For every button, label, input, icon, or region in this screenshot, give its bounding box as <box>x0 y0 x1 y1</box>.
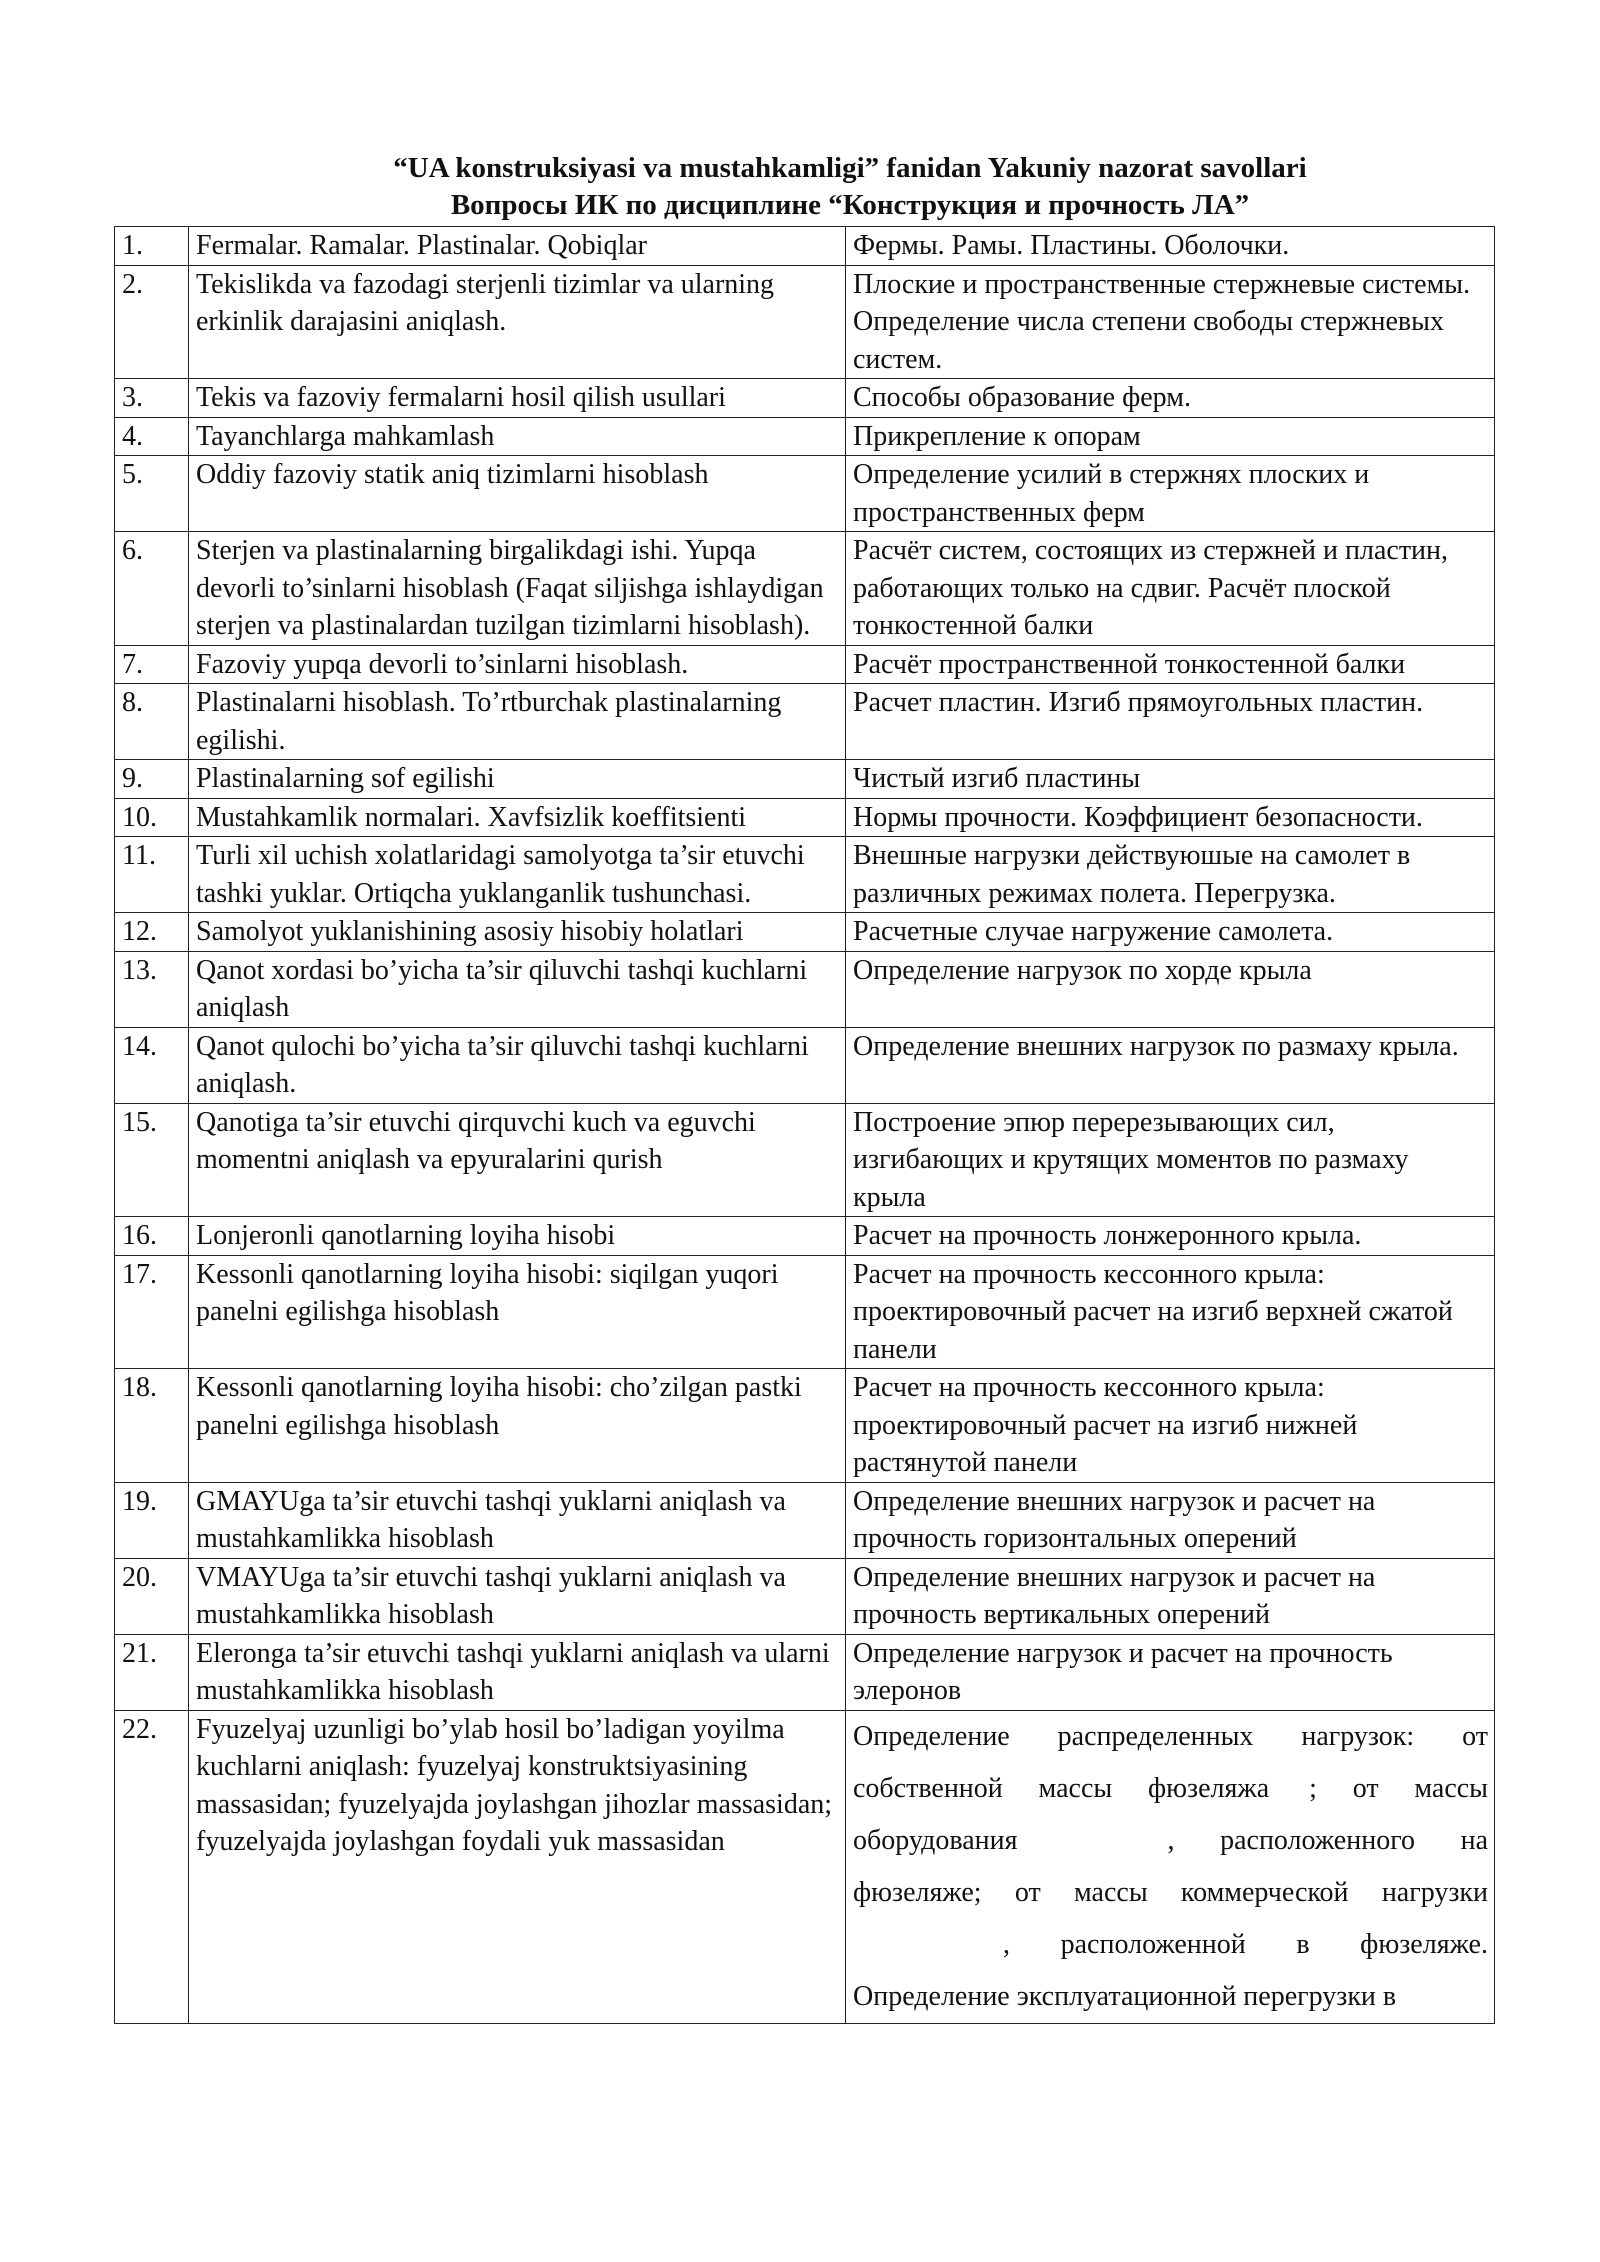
row-number: 6. <box>115 532 189 646</box>
table-row <box>115 265 1495 379</box>
question-uzbek: Eleronga ta’sir etuvchi tashqi yuklarni aniqlash va ularni mustahkamlikka hisoblash <box>189 1634 846 1710</box>
question-uzbek: Lonjeronli qanotlarning loyiha hisobi <box>189 1217 846 1256</box>
question-russian: Расчет на прочность лонжеронного крыла. <box>846 1217 1495 1256</box>
row-number: 20. <box>115 1558 189 1634</box>
row-number: 3. <box>115 379 189 418</box>
row-number: 18. <box>115 1369 189 1483</box>
question-russian: Плоские и пространственные стержневые системы. Определение числа степени свободы стержневых систем. <box>846 265 1495 379</box>
question-uzbek: VMAYUga ta’sir etuvchi tashqi yuklarni aniqlash va mustahkamlikka hisoblash <box>189 1558 846 1634</box>
question-russian: Расчет на прочность кессонного крыла: проектировочный расчет на изгиб верхней сжатой панели <box>846 1255 1495 1369</box>
questions-table <box>114 226 1495 2024</box>
table-row <box>115 1634 1495 1710</box>
question-russian: Определение внешних нагрузок и расчет на прочность вертикальных оперений <box>846 1558 1495 1634</box>
question-russian: Внешные нагрузки действуюшые на самолет в различных режимах полета. Перегрузка. <box>846 837 1495 913</box>
question-russian: Расчёт пространственной тонкостенной балки <box>846 645 1495 684</box>
row-number: 12. <box>115 913 189 952</box>
row-number: 19. <box>115 1482 189 1558</box>
row-number: 13. <box>115 951 189 1027</box>
table-row <box>115 684 1495 760</box>
question-uzbek: Tekis va fazoviy fermalarni hosil qilish usullari <box>189 379 846 418</box>
question-uzbek: Plastinalarni hisoblash. To’rtburchak plastinalarning egilishi. <box>189 684 846 760</box>
question-russian: Расчет на прочность кессонного крыла: проектировочный расчет на изгиб нижней растянутой панели <box>846 1369 1495 1483</box>
table-row <box>115 1710 1495 2023</box>
question-uzbek: Fyuzelyaj uzunligi bo’ylab hosil bo’ladigan yoyilma kuchlarni aniqlash: fyuzelyaj konstruktsiyasining massasidan; fyuzelyajda joylashgan jihozlar massasidan; fyuzelyajda joylashgan foydali yuk massasidan <box>189 1710 846 2023</box>
row-number: 22. <box>115 1710 189 2023</box>
question-uzbek: Fermalar. Ramalar. Plastinalar. Qobiqlar <box>189 227 846 266</box>
document-header <box>0 150 1600 224</box>
question-russian: Построение эпюр перерезывающих сил, изгибающих и крутящих моментов по размаху крыла <box>846 1103 1495 1217</box>
row-number: 17. <box>115 1255 189 1369</box>
table-row <box>115 1217 1495 1256</box>
question-uzbek: Fazoviy yupqa devorli to’sinlarni hisoblash. <box>189 645 846 684</box>
row-number: 9. <box>115 760 189 799</box>
table-row <box>115 1558 1495 1634</box>
table-row <box>115 1369 1495 1483</box>
table-row <box>115 760 1495 799</box>
question-russian: Чистый изгиб пластины <box>846 760 1495 799</box>
row-number: 14. <box>115 1027 189 1103</box>
table-row <box>115 1103 1495 1217</box>
table-row <box>115 1027 1495 1103</box>
table-row <box>115 227 1495 266</box>
table-row <box>115 417 1495 456</box>
question-uzbek: Qanotiga ta’sir etuvchi qirquvchi kuch va eguvchi momentni aniqlash va epyuralarini qurish <box>189 1103 846 1217</box>
table-row <box>115 951 1495 1027</box>
question-russian <box>846 1710 1495 2023</box>
row-number: 16. <box>115 1217 189 1256</box>
title-russian: Вопросы ИК по дисциплине “Конструкция и прочность ЛА” <box>450 189 1250 221</box>
question-uzbek: Qanot xordasi bo’yicha ta’sir qiluvchi tashqi kuchlarni aniqlash <box>189 951 846 1027</box>
question-uzbek: GMAYUga ta’sir etuvchi tashqi yuklarni aniqlash va mustahkamlikka hisoblash <box>189 1482 846 1558</box>
table-row <box>115 837 1495 913</box>
question-russian: Определение нагрузок и расчет на прочность элеронов <box>846 1634 1495 1710</box>
table-row <box>115 379 1495 418</box>
question-russian: Расчёт систем, состоящих из стержней и пластин, работающих только на сдвиг. Расчёт плоской тонкостенной балки <box>846 532 1495 646</box>
question-uzbek: Kessonli qanotlarning loyiha hisobi: siqilgan yuqori panelni egilishga hisoblash <box>189 1255 846 1369</box>
table-row <box>115 456 1495 532</box>
table-row <box>115 532 1495 646</box>
row-number: 15. <box>115 1103 189 1217</box>
question-uzbek: Kessonli qanotlarning loyiha hisobi: cho’zilgan pastki panelni egilishga hisoblash <box>189 1369 846 1483</box>
row-number: 5. <box>115 456 189 532</box>
table-row <box>115 913 1495 952</box>
question-russian: Определение внешних нагрузок по размаху крыла. <box>846 1027 1495 1103</box>
question-russian: Определение нагрузок по хорде крыла <box>846 951 1495 1027</box>
question-uzbek: Sterjen va plastinalarning birgalikdagi ishi. Yupqa devorli to’sinlarni hisoblash (Faqat siljishga ishlaydigan sterjen va plastinalardan tuzilgan tizimlarni hisoblash). <box>189 532 846 646</box>
row-number: 7. <box>115 645 189 684</box>
question-russian: Прикрепление к опорам <box>846 417 1495 456</box>
question-uzbek: Qanot qulochi bo’yicha ta’sir qiluvchi tashqi kuchlarni aniqlash. <box>189 1027 846 1103</box>
question-russian: Фермы. Рамы. Пластины. Оболочки. <box>846 227 1495 266</box>
question-uzbek: Turli xil uchish xolatlaridagi samolyotga ta’sir etuvchi tashki yuklar. Ortiqcha yuklanganlik tushunchasi. <box>189 837 846 913</box>
question-uzbek: Oddiy fazoviy statik aniq tizimlarni hisoblash <box>189 456 846 532</box>
table-row <box>115 645 1495 684</box>
question-uzbek: Mustahkamlik normalari. Xavfsizlik koeffitsienti <box>189 798 846 837</box>
table-row <box>115 1255 1495 1369</box>
question-russian-part: ; от массы оборудования <box>853 1772 1488 1856</box>
question-uzbek: Plastinalarning sof egilishi <box>189 760 846 799</box>
row-number: 4. <box>115 417 189 456</box>
question-russian-part: , расположенного на фюзеляже; от массы коммерческой нагрузки <box>853 1824 1488 1908</box>
question-uzbek: Samolyot yuklanishining asosiy hisobiy holatlari <box>189 913 846 952</box>
row-number: 21. <box>115 1634 189 1710</box>
row-number: 11. <box>115 837 189 913</box>
question-russian: Расчет пластин. Изгиб прямоугольных пластин. <box>846 684 1495 760</box>
question-uzbek: Tayanchlarga mahkamlash <box>189 417 846 456</box>
table-row <box>115 1482 1495 1558</box>
row-number: 8. <box>115 684 189 760</box>
title-uzbek: “UA konstruksiyasi va mustahkamligi” fanidan Yakuniy nazorat savollari <box>393 152 1307 184</box>
question-uzbek: Tekislikda va fazodagi sterjenli tizimlar va ularning erkinlik darajasini aniqlash. <box>189 265 846 379</box>
question-russian: Нормы прочности. Коэффициент безопасности. <box>846 798 1495 837</box>
question-russian-part: , расположенной в фюзеляже. Определение эксплуатационной перегрузки в <box>853 1928 1488 2012</box>
question-russian: Расчетные случае нагружение самолета. <box>846 913 1495 952</box>
row-number: 1. <box>115 227 189 266</box>
row-number: 2. <box>115 265 189 379</box>
question-russian: Определение усилий в стержнях плоских и пространственных ферм <box>846 456 1495 532</box>
question-russian: Определение внешних нагрузок и расчет на прочность горизонтальных оперений <box>846 1482 1495 1558</box>
table-row <box>115 798 1495 837</box>
question-russian: Способы образование ферм. <box>846 379 1495 418</box>
question-russian-part: Определение распределенных нагрузок: от собственной массы фюзеляжа <box>853 1720 1488 1804</box>
row-number: 10. <box>115 798 189 837</box>
